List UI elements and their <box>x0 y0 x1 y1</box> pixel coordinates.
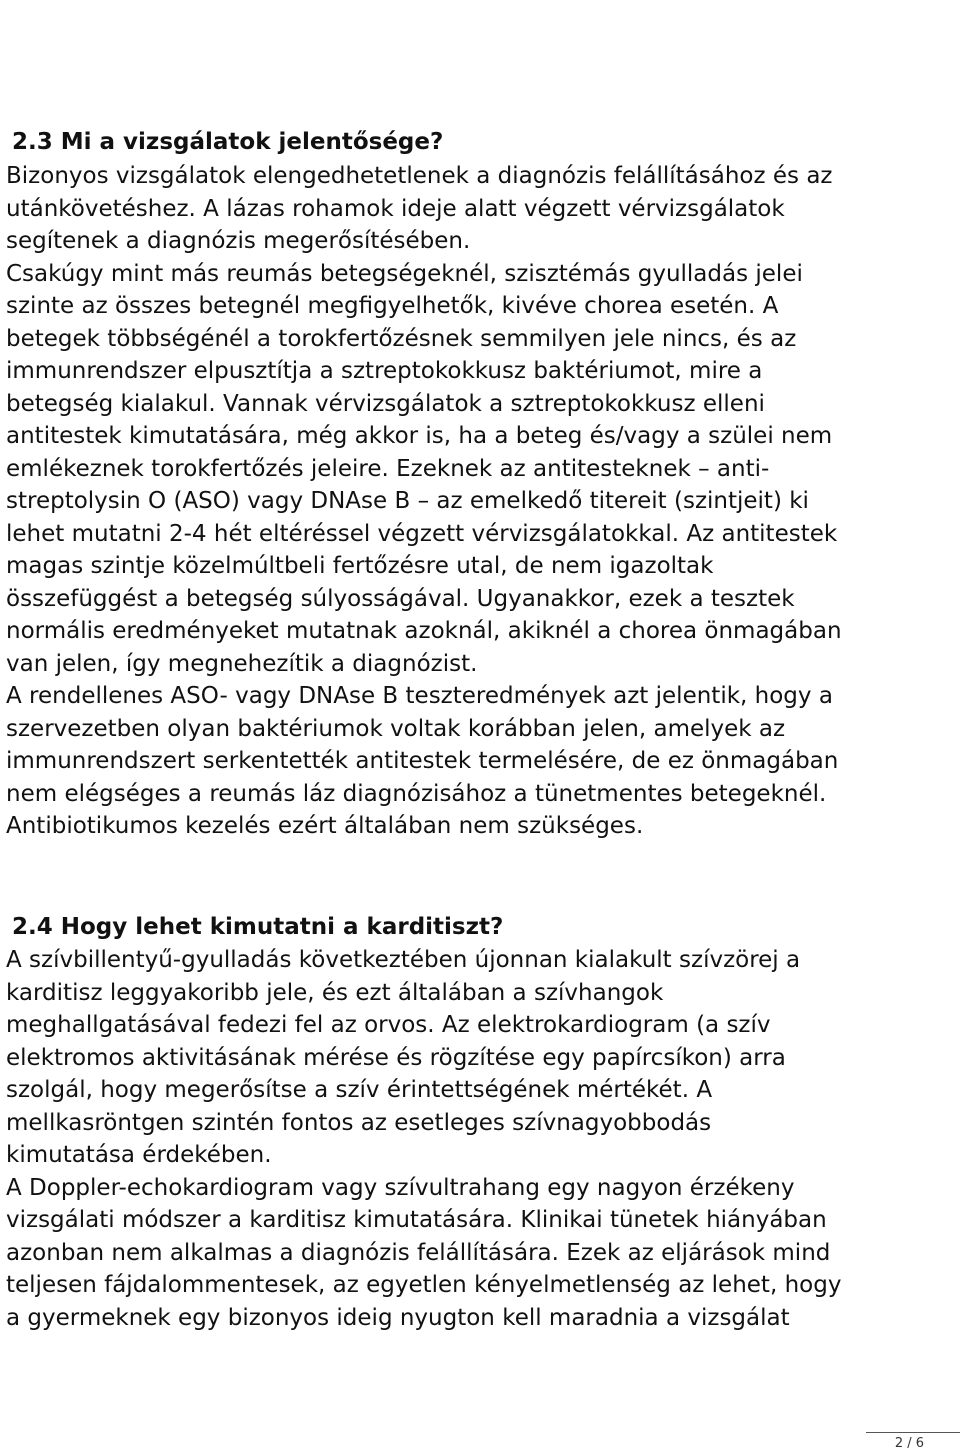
section-heading-2-3: 2.3 Mi a vizsgálatok jelentősége? <box>12 129 444 155</box>
section-2-3-text-line: összefüggést a betegség súlyosságával. Ugyanakkor, ezek a tesztek <box>6 585 795 612</box>
section-2-3-text-line: segítenek a diagnózis megerősítésében. <box>6 228 471 254</box>
section-2-3-text-line: nem elégséges a reumás láz diagnózisához a tünetmentes betegeknél. <box>6 780 827 807</box>
footer-rule <box>866 1432 960 1433</box>
section-2-4-text-line: A szívbillentyű-gyulladás következtében újonnan kialakult szívzörej a <box>6 947 801 973</box>
page-number: 2 / 6 <box>894 1436 924 1451</box>
section-2-3-text-line: Csakúgy mint más reumás betegségeknél, szisztémás gyulladás jelei <box>6 260 803 287</box>
section-2-3-text-line: normális eredményeket mutatnak azoknál, akiknél a chorea önmagában <box>6 618 842 644</box>
section-2-3-text-line: immunrendszer elpusztítja a sztreptokokkusz baktériumot, mire a <box>6 358 763 384</box>
section-2-3-text-line: emlékeznek torokfertőzés jeleire. Ezeknek az antitesteknek – anti- <box>6 455 770 482</box>
section-2-4-text-line: mellkasröntgen szintén fontos az esetleges szívnagyobbodás <box>6 1109 712 1136</box>
section-2-3-text-line: van jelen, így megnehezítik a diagnózist. <box>6 650 478 677</box>
section-heading-2-4: 2.4 Hogy lehet kimutatni a karditiszt? <box>12 914 504 940</box>
section-2-4-text-line: meghallgatásával fedezi fel az orvos. Az elektrokardiogram (a szív <box>6 1012 771 1038</box>
section-2-4-text-line: kimutatása érdekében. <box>6 1142 272 1168</box>
section-2-4-text-line: a gyermeknek egy bizonyos ideig nyugton kell maradnia a vizsgálat <box>6 1304 790 1331</box>
section-2-3-text-line: magas szintje közelmúltbeli fertőzésre utal, de nem igazoltak <box>6 553 714 579</box>
section-2-4-text-line: vizsgálati módszer a karditisz kimutatására. Klinikai tünetek hiányában <box>6 1207 827 1233</box>
section-2-3-text-line: utánkövetéshez. A lázas rohamok ideje alatt végzett vérvizsgálatok <box>6 195 785 222</box>
section-2-4-text-line: A Doppler-echokardiogram vagy szívultrahang egy nagyon érzékeny <box>6 1174 795 1201</box>
section-2-3-text-line: antitestek kimutatására, még akkor is, ha a beteg és/vagy a szülei nem <box>6 423 833 449</box>
section-2-4-text-line: azonban nem alkalmas a diagnózis felállítására. Ezek az eljárások mind <box>6 1239 831 1266</box>
section-2-3-text-line: szinte az összes betegnél megfigyelhetők, kivéve chorea esetén. A <box>6 293 779 319</box>
section-2-4-text-line: szolgál, hogy megerősítse a szív érintettségének mértékét. A <box>6 1077 713 1103</box>
section-2-4-text-line: elektromos aktivitásának mérése és rögzítése egy papírcsíkon) arra <box>6 1044 786 1071</box>
section-2-3-text-line: streptolysin O (ASO) vagy DNAse B – az emelkedő titereit (szintjeit) ki <box>6 488 809 514</box>
section-2-3-text-line: Bizonyos vizsgálatok elengedhetetlenek a diagnózis felállításához és az <box>6 163 833 189</box>
section-2-3-text-line: betegség kialakul. Vannak vérvizsgálatok a sztreptokokkusz elleni <box>6 390 765 417</box>
section-2-4-text-line: karditisz leggyakoribb jele, és ezt általában a szívhangok <box>6 979 664 1006</box>
section-2-3-text-line: szervezetben olyan baktériumok voltak korábban jelen, amelyek az <box>6 715 786 742</box>
section-2-3-text-line: Antibiotikumos kezelés ezért általában nem szükséges. <box>6 813 644 839</box>
section-2-3-text-line: lehet mutatni 2-4 hét eltéréssel végzett vérvizsgálatokkal. Az antitestek <box>6 520 838 547</box>
section-2-3-text-line: immunrendszert serkentették antitestek termelésére, de ez önmagában <box>6 748 839 774</box>
section-2-3-text-line: betegek többségénél a torokfertőzésnek semmilyen jele nincs, és az <box>6 325 797 352</box>
section-2-3-text-line: A rendellenes ASO- vagy DNAse B teszteredmények azt jelentik, hogy a <box>6 683 833 709</box>
section-2-4-text-line: teljesen fájdalommentesek, az egyetlen kényelmetlenség az lehet, hogy <box>6 1272 842 1298</box>
